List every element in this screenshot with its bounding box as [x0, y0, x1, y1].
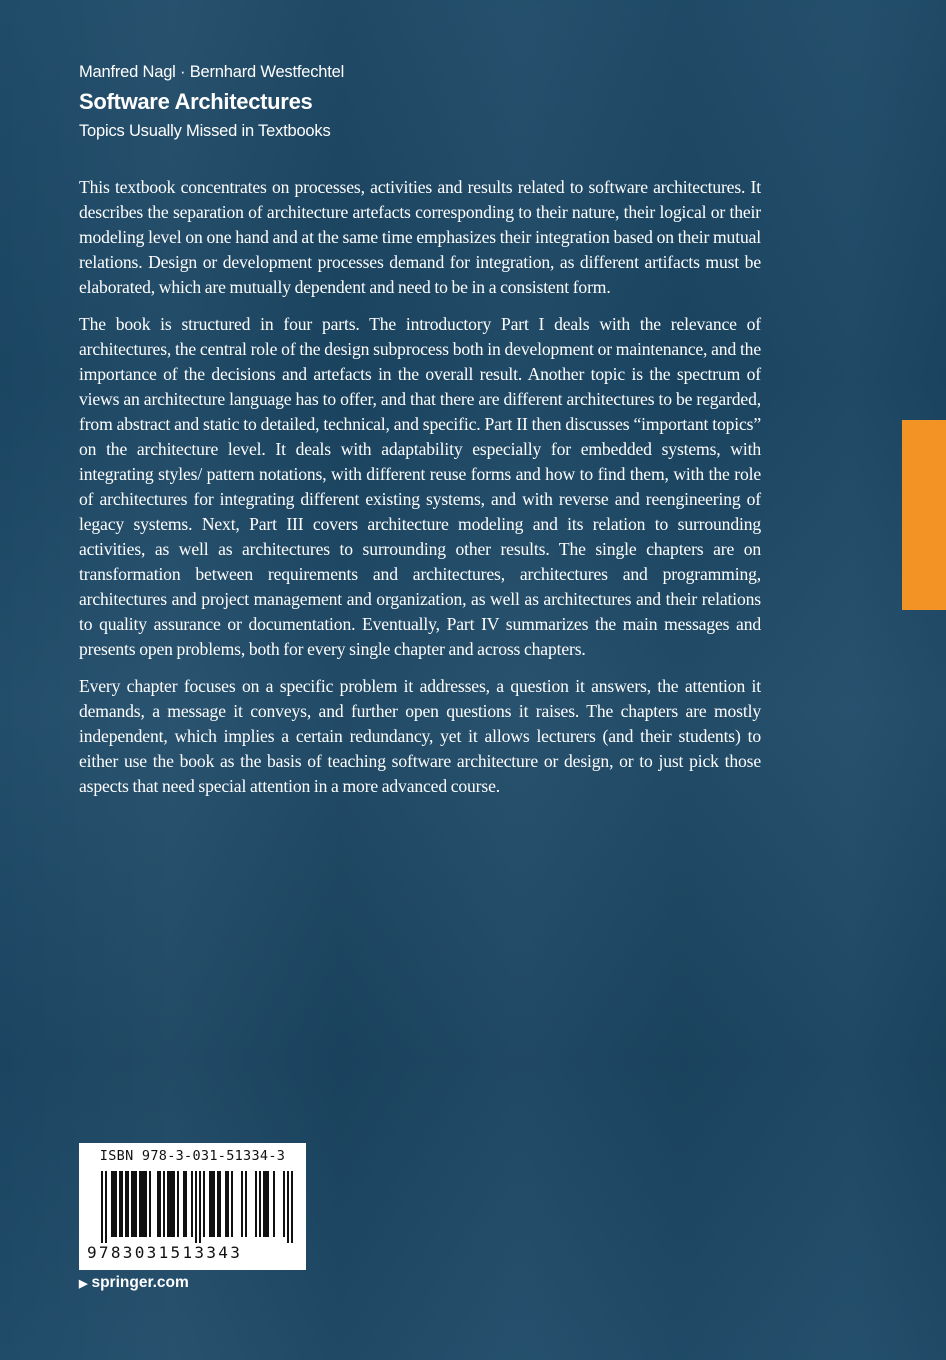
barcode-bar — [291, 1171, 293, 1243]
cover-header — [79, 60, 779, 143]
barcode-bar — [119, 1171, 123, 1237]
barcode-bar — [255, 1171, 257, 1237]
publisher-link[interactable] — [79, 1274, 189, 1292]
barcode-bars — [79, 1171, 306, 1243]
book-subtitle: Topics Usually Missed in Textbooks — [79, 122, 331, 140]
barcode-bar — [199, 1171, 201, 1243]
barcode-bar — [263, 1171, 269, 1237]
barcode-bar — [245, 1171, 247, 1237]
barcode-bar — [195, 1171, 197, 1243]
isbn-label: ISBN 978-3-031-51334-3 — [99, 1148, 286, 1164]
barcode-bar — [231, 1171, 233, 1237]
barcode-bar — [283, 1171, 285, 1237]
barcode-bar — [101, 1171, 103, 1243]
blurb-paragraph-3: Every chapter focuses on a specific problem it addresses, a question it answers, the attention it demands, a message it conveys, and further open questions it raises. The chapters are mostly independent, which implies a certain redundancy, yet it allows lecturers (and their students) to either use the book as the basis of teaching software architecture or design, or to just pick those aspects that need special attention in a more advanced course. — [79, 676, 761, 796]
barcode-bar — [217, 1171, 221, 1237]
barcode-bar — [177, 1171, 179, 1237]
barcode-bar — [157, 1171, 161, 1237]
barcode-bar — [131, 1171, 137, 1237]
blurb — [79, 175, 761, 811]
barcode-bar — [203, 1171, 205, 1237]
authors: Manfred Nagl · Bernhard Westfechtel — [79, 63, 345, 81]
barcode-bar — [167, 1171, 175, 1237]
barcode-bar — [209, 1171, 215, 1237]
barcode-bar — [183, 1171, 187, 1237]
blurb-paragraph-1: This textbook concentrates on processes, activities and results related to software architectures. It describes the separation of architecture artefacts corresponding to their nature, their logical or their modeling level on one hand and at the same time emphasizes their integration based on their mutual relations. Design or development processes demand for integration, as different artifacts must be elaborated, which are mutually dependent and need to be in a consistent form. — [79, 177, 761, 297]
barcode-digits: 9783031513343 — [87, 1243, 243, 1262]
barcode-bar — [273, 1171, 275, 1237]
barcode-bar — [191, 1171, 193, 1237]
blurb-paragraph-2: The book is structured in four parts. The introductory Part I deals with the relevance of architectures, the central role of the design subprocess both in development or maintenance, and the importance of the decisions and artefacts in the overall result. Another topic is the spectrum of views an architecture language has to offer, and that there are different architectures to be regarded, from abstract and static to detailed, technical, and specific. Part II then discusses “important topics” on the architecture level. It deals with adaptability especially for embedded systems, with integrating styles/ pattern notations, with different reuse forms and how to find them, with the role of architectures for integrating different existing systems, and with reverse and reengineering of legacy systems. Next, Part III covers architecture modeling and its relation to surrounding activities, as well as architectures to surrounding other results. The single chapters are on transformation between requirements and architectures, architectures and programming, architectures and project management and organization, as well as architectures and their relations to quality assurance or documentation. Eventually, Part IV summarizes the main messages and presents open problems, both for every single chapter and across chapters. — [79, 314, 761, 659]
barcode-bar — [163, 1171, 165, 1237]
barcode-bar — [125, 1171, 129, 1237]
barcode-bar — [259, 1171, 261, 1237]
barcode-bar — [139, 1171, 147, 1237]
barcode-bar — [225, 1171, 229, 1237]
publisher-url: springer.com — [91, 1274, 189, 1291]
isbn-barcode — [79, 1143, 306, 1270]
triangle-right-icon: ▶ — [79, 1277, 88, 1290]
barcode-bar — [111, 1171, 117, 1237]
barcode-bar — [241, 1171, 243, 1237]
orange-accent-tab — [902, 420, 946, 610]
barcode-bar — [105, 1171, 107, 1243]
barcode-bar — [287, 1171, 289, 1243]
barcode-bar — [149, 1171, 151, 1237]
book-title: Software Architectures — [79, 89, 313, 114]
